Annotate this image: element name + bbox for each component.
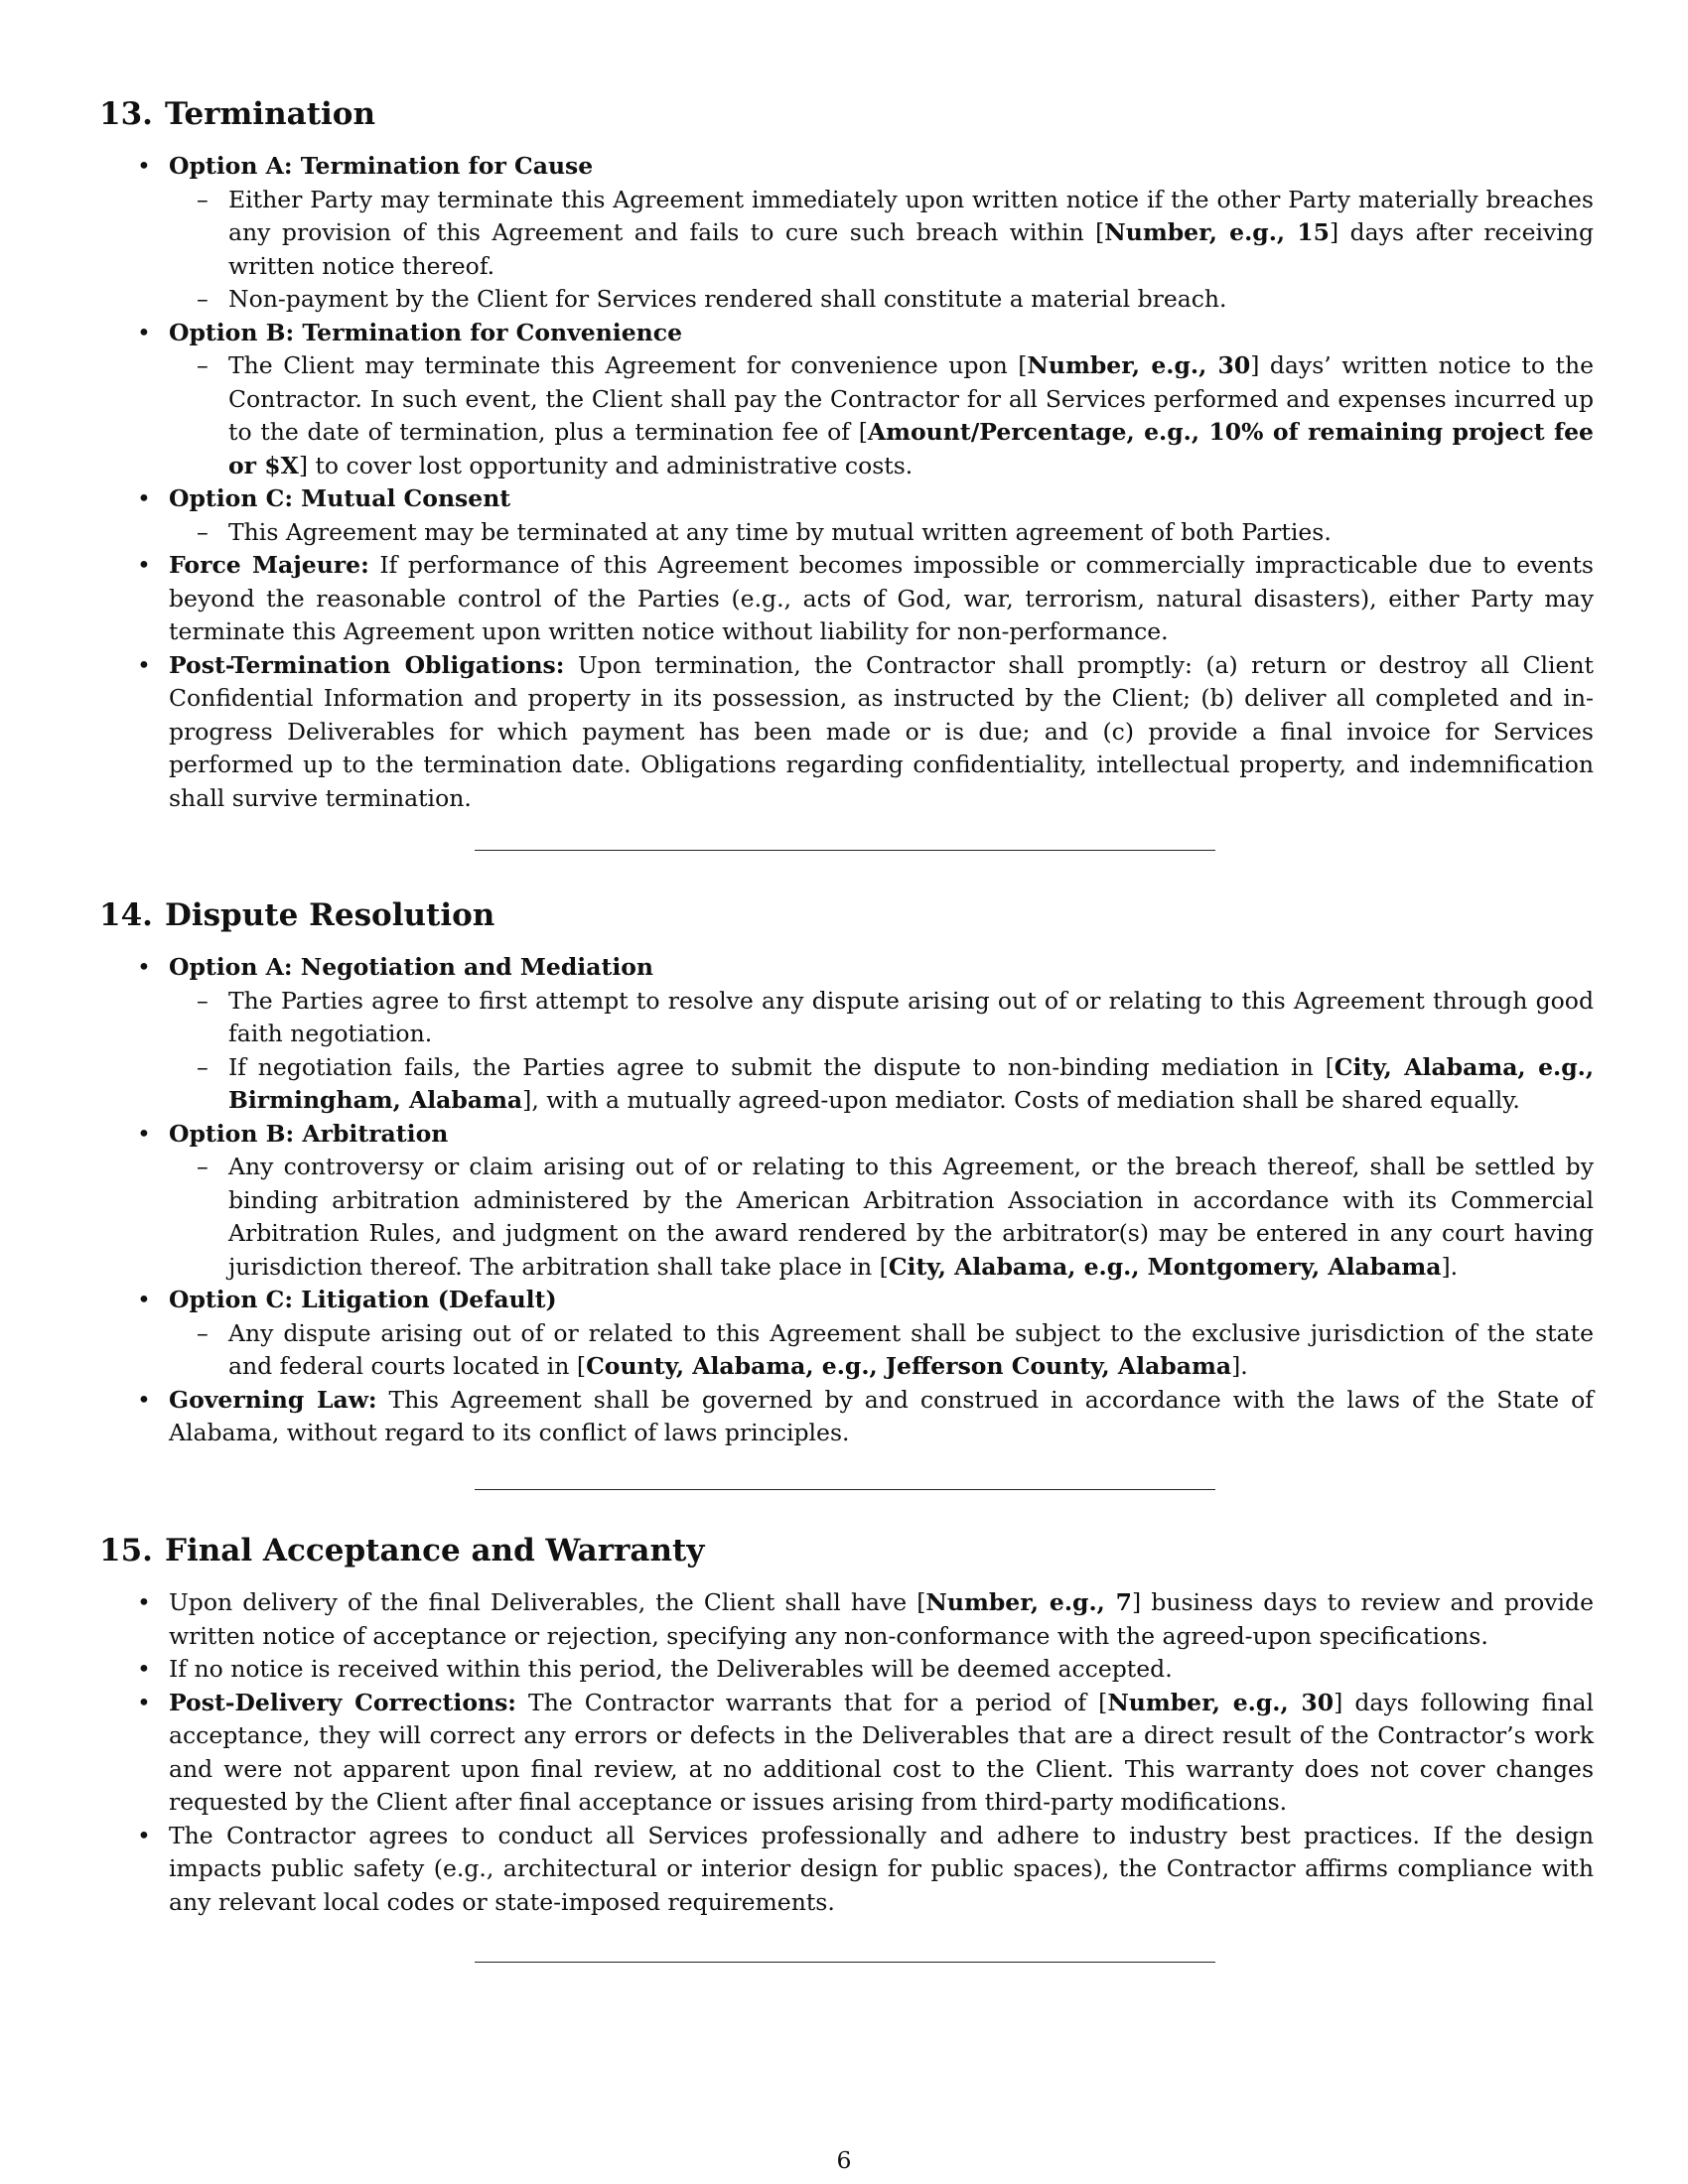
clause-text: Either Party may terminate this Agreement immediately upon written notice if the other Party materially breaches any provision of this Agreement and fails to cure such breach within [ [228,185,1594,246]
bullet-icon: • [137,318,151,346]
placeholder-field: City, Alabama, e.g., Montgomery, Alabama [888,1252,1442,1281]
placeholder-field: Number, e.g., 30 [1027,351,1251,379]
clause-text: ]. [1231,1352,1248,1380]
section-number: 15. [99,1533,153,1569]
option-label: Option B: Termination for Convenience [169,318,683,346]
clause-text: ] to cover lost opportunity and administrative costs. [298,451,914,479]
bullet-icon: • [137,953,151,981]
clause-label: Post-Termination Obligations: [169,650,565,679]
dash-icon: – [197,517,209,546]
dash-icon: – [197,351,209,379]
sub-list [169,985,1594,1118]
sub-list-item [169,1317,1594,1384]
clause-text: The Parties agree to first attempt to resolve any dispute arising out of or relating to this Agreement through good faith negotiation. [228,986,1594,1047]
clause-text: The Client may terminate this Agreement for convenience upon [ [228,351,1028,379]
dash-icon: – [197,1052,209,1081]
clause-text: Any controversy or claim arising out of or relating to this Agreement, or the breach thereof, shall be settled by binding arbitration administered by the American Arbitration Association in accordance with its Commercial Arbitration Rules, and judgment on the award rendered by the arbitrator(s) may be entered in any court having jurisdiction thereof. The arbitration shall take place in [ [228,1153,1594,1281]
section-title: Termination [164,96,376,132]
sub-list-item [169,349,1594,482]
clause-text: ] days following final acceptance, they will correct any errors or defects in the Deliverables that are a direct result of the Contractor’s work and were not apparent upon final review, at no additional cost to the Client. This warranty does not cover changes requested by the Client after final acceptance or issues arising from third-party modifications. [169,1688,1594,1816]
sub-list [169,1151,1594,1284]
placeholder-field: Amount/Percentage, e.g., 10% of remaining project fee or $X [228,418,1594,479]
sub-list-item [169,1151,1594,1284]
section-number: 13. [99,96,153,132]
bullet-icon: • [137,1688,151,1716]
sub-list [169,1317,1594,1384]
clause-text: The Contractor agrees to conduct all Services professionally and adhere to industry best practices. If the design impacts public safety (e.g., architectural or interior design for public spaces), the Contractor affirms compliance with any relevant local codes or state-imposed requirements. [169,1821,1594,1916]
bullet-icon: • [137,484,151,512]
option-label: Option C: Mutual Consent [169,484,511,512]
list-item [99,649,1594,816]
list-item [99,1118,1594,1285]
dash-icon: – [197,1153,209,1180]
placeholder-field: County, Alabama, e.g., Jefferson County, Alabama [586,1352,1232,1380]
clause-label: Governing Law: [169,1385,377,1414]
list-item [99,951,1594,1118]
section-heading [99,1529,1594,1572]
section-divider [475,1962,1215,1963]
bullet-list [99,150,1594,815]
section-divider [475,1489,1215,1490]
list-item [99,1384,1594,1450]
list-item [99,150,1594,317]
list-item [99,549,1594,649]
bullet-icon: • [137,1385,151,1414]
dash-icon: – [197,1318,209,1347]
option-label: Option A: Negotiation and Mediation [169,953,654,981]
bullet-icon: • [137,1655,151,1683]
section-divider [475,850,1215,851]
bullet-icon: • [137,1286,151,1313]
placeholder-field: Number, e.g., 30 [1107,1688,1335,1716]
clause-text: The Contractor warrants that for a period of [ [515,1688,1108,1716]
section-13 [99,92,1594,815]
section-title: Dispute Resolution [164,897,495,933]
list-item [99,1586,1594,1653]
bullet-icon: • [137,152,151,180]
list-item [99,1820,1594,1920]
clause-text: Upon delivery of the final Deliverables, the Client shall have [ [169,1588,926,1616]
bullet-list [99,1586,1594,1919]
sub-list [169,516,1594,550]
clause-text: ] business days to review and provide written notice of acceptance or rejection, specifying any non-conformance with the agreed-upon specifications. [169,1588,1594,1650]
clause-text: Any dispute arising out of or related to this Agreement shall be subject to the exclusive jurisdiction of the state and federal courts located in [ [228,1318,1594,1380]
sub-list-item [169,1051,1594,1118]
sub-list-item [169,283,1594,317]
option-label: Option C: Litigation (Default) [169,1286,557,1313]
clause-text: Upon termination, the Contractor shall promptly: (a) return or destroy all Client Confidential Information and property in its possession, as instructed by the Client; (b) deliver all completed and in-progress Deliverables for which payment has been made or is due; and (c) provide a final invoice for Services performed up to the termination date. Obligations regarding confidentiality, intellectual property, and indemnification shall survive termination. [169,650,1594,812]
page-number: 6 [836,2146,852,2174]
section-heading [99,893,1594,937]
dash-icon: – [197,285,209,313]
clause-text: If no notice is received within this period, the Deliverables will be deemed accepted. [169,1655,1173,1683]
clause-text: ] days’ written notice to the Contractor. In such event, the Client shall pay the Contractor for all Services performed and expenses incurred up to the date of termination, plus a termination fee of [ [228,351,1594,446]
sub-list [169,349,1594,482]
clause-text: If performance of this Agreement becomes impossible or commercially impracticable due to events beyond the reasonable control of the Parties (e.g., acts of God, war, terrorism, natural disasters), either Party may terminate this Agreement upon written notice without liability for non-performance. [169,551,1594,645]
sub-list-item [169,516,1594,550]
sub-list [169,184,1594,317]
section-14 [99,893,1594,1450]
placeholder-field: Number, e.g., 7 [925,1588,1132,1616]
clause-text: If negotiation fails, the Parties agree to submit the dispute to non-binding mediation in [ [228,1052,1335,1081]
option-label: Option B: Arbitration [169,1119,449,1148]
section-15 [99,1529,1594,1919]
clause-text: ]. [1441,1252,1459,1281]
placeholder-field: City, Alabama, e.g., Birmingham, Alabama [228,1052,1595,1114]
clause-label: Force Majeure: [169,551,369,579]
list-item [99,1284,1594,1384]
section-heading [99,92,1594,136]
list-item [99,317,1594,483]
list-item [99,482,1594,549]
bullet-list [99,951,1594,1450]
clause-label: Post-Delivery Corrections: [169,1688,516,1716]
clause-text: ] days after receiving written notice thereof. [228,218,1594,280]
bullet-icon: • [137,551,151,579]
clause-text: This Agreement may be terminated at any time by mutual written agreement of both Parties. [228,517,1332,546]
sub-list-item [169,184,1594,284]
section-number: 14. [99,897,153,933]
clause-text: Non-payment by the Client for Services rendered shall constitute a material breach. [228,285,1227,313]
clause-text: This Agreement shall be governed by and construed in accordance with the laws of the State of Alabama, without regard to its conflict of laws principles. [169,1385,1594,1446]
bullet-icon: • [137,1821,151,1849]
option-label: Option A: Termination for Cause [169,152,594,180]
list-item [99,1653,1594,1687]
section-title: Final Acceptance and Warranty [164,1533,705,1569]
dash-icon: – [197,185,209,213]
placeholder-field: Number, e.g., 15 [1104,218,1330,246]
sub-list-item [169,985,1594,1051]
bullet-icon: • [137,1119,151,1148]
bullet-icon: • [137,650,151,679]
dash-icon: – [197,986,209,1015]
clause-text: ], with a mutually agreed-upon mediator. Costs of mediation shall be shared equally. [522,1086,1520,1114]
bullet-icon: • [137,1588,151,1616]
list-item [99,1687,1594,1820]
